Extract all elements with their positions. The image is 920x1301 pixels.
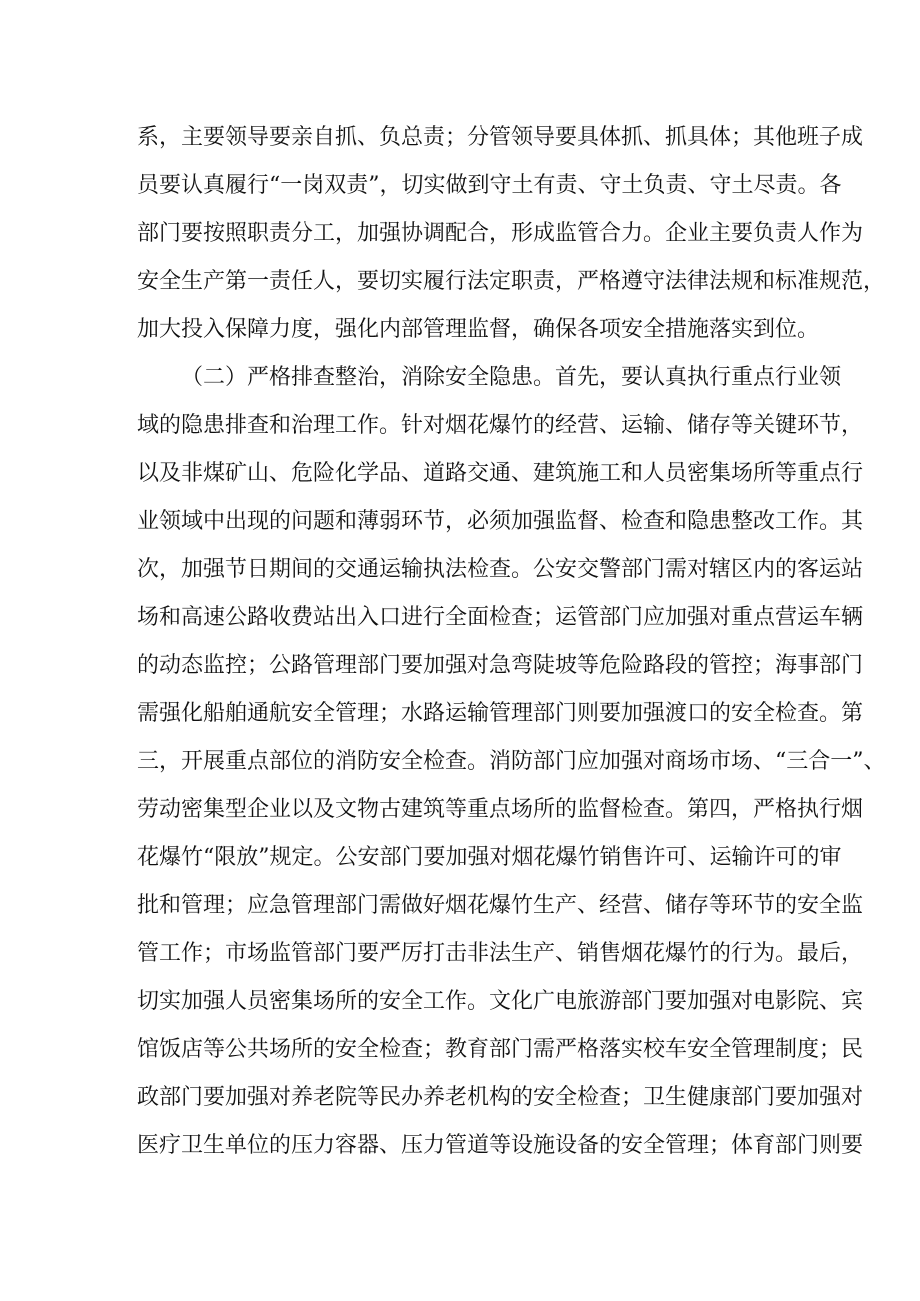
paragraph-2-line-13: 管工作；市场监管部门要严厉打击非法生产、销售烟花爆竹的行为。最后， (137, 941, 864, 966)
paragraph-1-line-1: 系，主要领导要亲自抓、负总责；分管领导要具体抓、抓具体；其他班子成 (137, 125, 864, 150)
paragraph-2-line-10: 劳动密集型企业以及文物古建筑等重点场所的监督检查。第四，严格执行烟 (137, 797, 864, 822)
paragraph-2-line-7: 的动态监控；公路管理部门要加强对急弯陡坡等危险路段的管控；海事部门 (137, 653, 864, 678)
paragraph-2-line-11: 花爆竹“限放”规定。公安部门要加强对烟花爆竹销售许可、运输许可的审 (137, 845, 842, 870)
paragraph-2-line-15: 馆饭店等公共场所的安全检查；教育部门需严格落实校车安全管理制度；民 (137, 1037, 864, 1062)
paragraph-2-line-6: 场和高速公路收费站出入口进行全面检查；运管部门应加强对重点营运车辆 (137, 605, 864, 630)
paragraph-2-line-16: 政部门要加强对养老院等民办养老机构的安全检查；卫生健康部门要加强对 (137, 1085, 864, 1110)
paragraph-1-line-5: 加大投入保障力度，强化内部管理监督，确保各项安全措施落实到位。 (137, 317, 820, 342)
paragraph-2-line-1: （二）严格排查整治，消除安全隐患。首先，要认真执行重点行业领 (181, 365, 842, 390)
paragraph-2-line-4: 业领域中出现的问题和薄弱环节，必须加强监督、检查和隐患整改工作。其 (137, 509, 864, 534)
paragraph-1-line-3: 部门要按照职责分工，加强协调配合，形成监管合力。企业主要负责人作为 (137, 221, 864, 246)
paragraph-2-line-5: 次，加强节日期间的交通运输执法检查。公安交警部门需对辖区内的客运站 (137, 557, 864, 582)
paragraph-1-line-4: 安全生产第一责任人，要切实履行法定职责，严格遵守法律法规和标准规范， (137, 269, 886, 294)
paragraph-2-line-17: 医疗卫生单位的压力容器、压力管道等设施设备的安全管理；体育部门则要 (137, 1133, 864, 1158)
paragraph-2-line-12: 批和管理；应急管理部门需做好烟花爆竹生产、经营、储存等环节的安全监 (137, 893, 864, 918)
paragraph-1-line-2: 员要认真履行“一岗双责”，切实做到守土有责、守土负责、守土尽责。各 (137, 173, 842, 198)
paragraph-2-line-3: 以及非煤矿山、危险化学品、道路交通、建筑施工和人员密集场所等重点行 (137, 461, 864, 486)
paragraph-2-line-2: 域的隐患排查和治理工作。针对烟花爆竹的经营、运输、储存等关键环节， (137, 413, 864, 438)
paragraph-2-line-8: 需强化船舶通航安全管理；水路运输管理部门则要加强渡口的安全检查。第 (137, 701, 864, 726)
paragraph-2-line-9: 三，开展重点部位的消防安全检查。消防部门应加强对商场市场、“三合一”、 (137, 749, 886, 774)
paragraph-2-line-14: 切实加强人员密集场所的安全工作。文化广电旅游部门要加强对电影院、宾 (137, 989, 864, 1014)
